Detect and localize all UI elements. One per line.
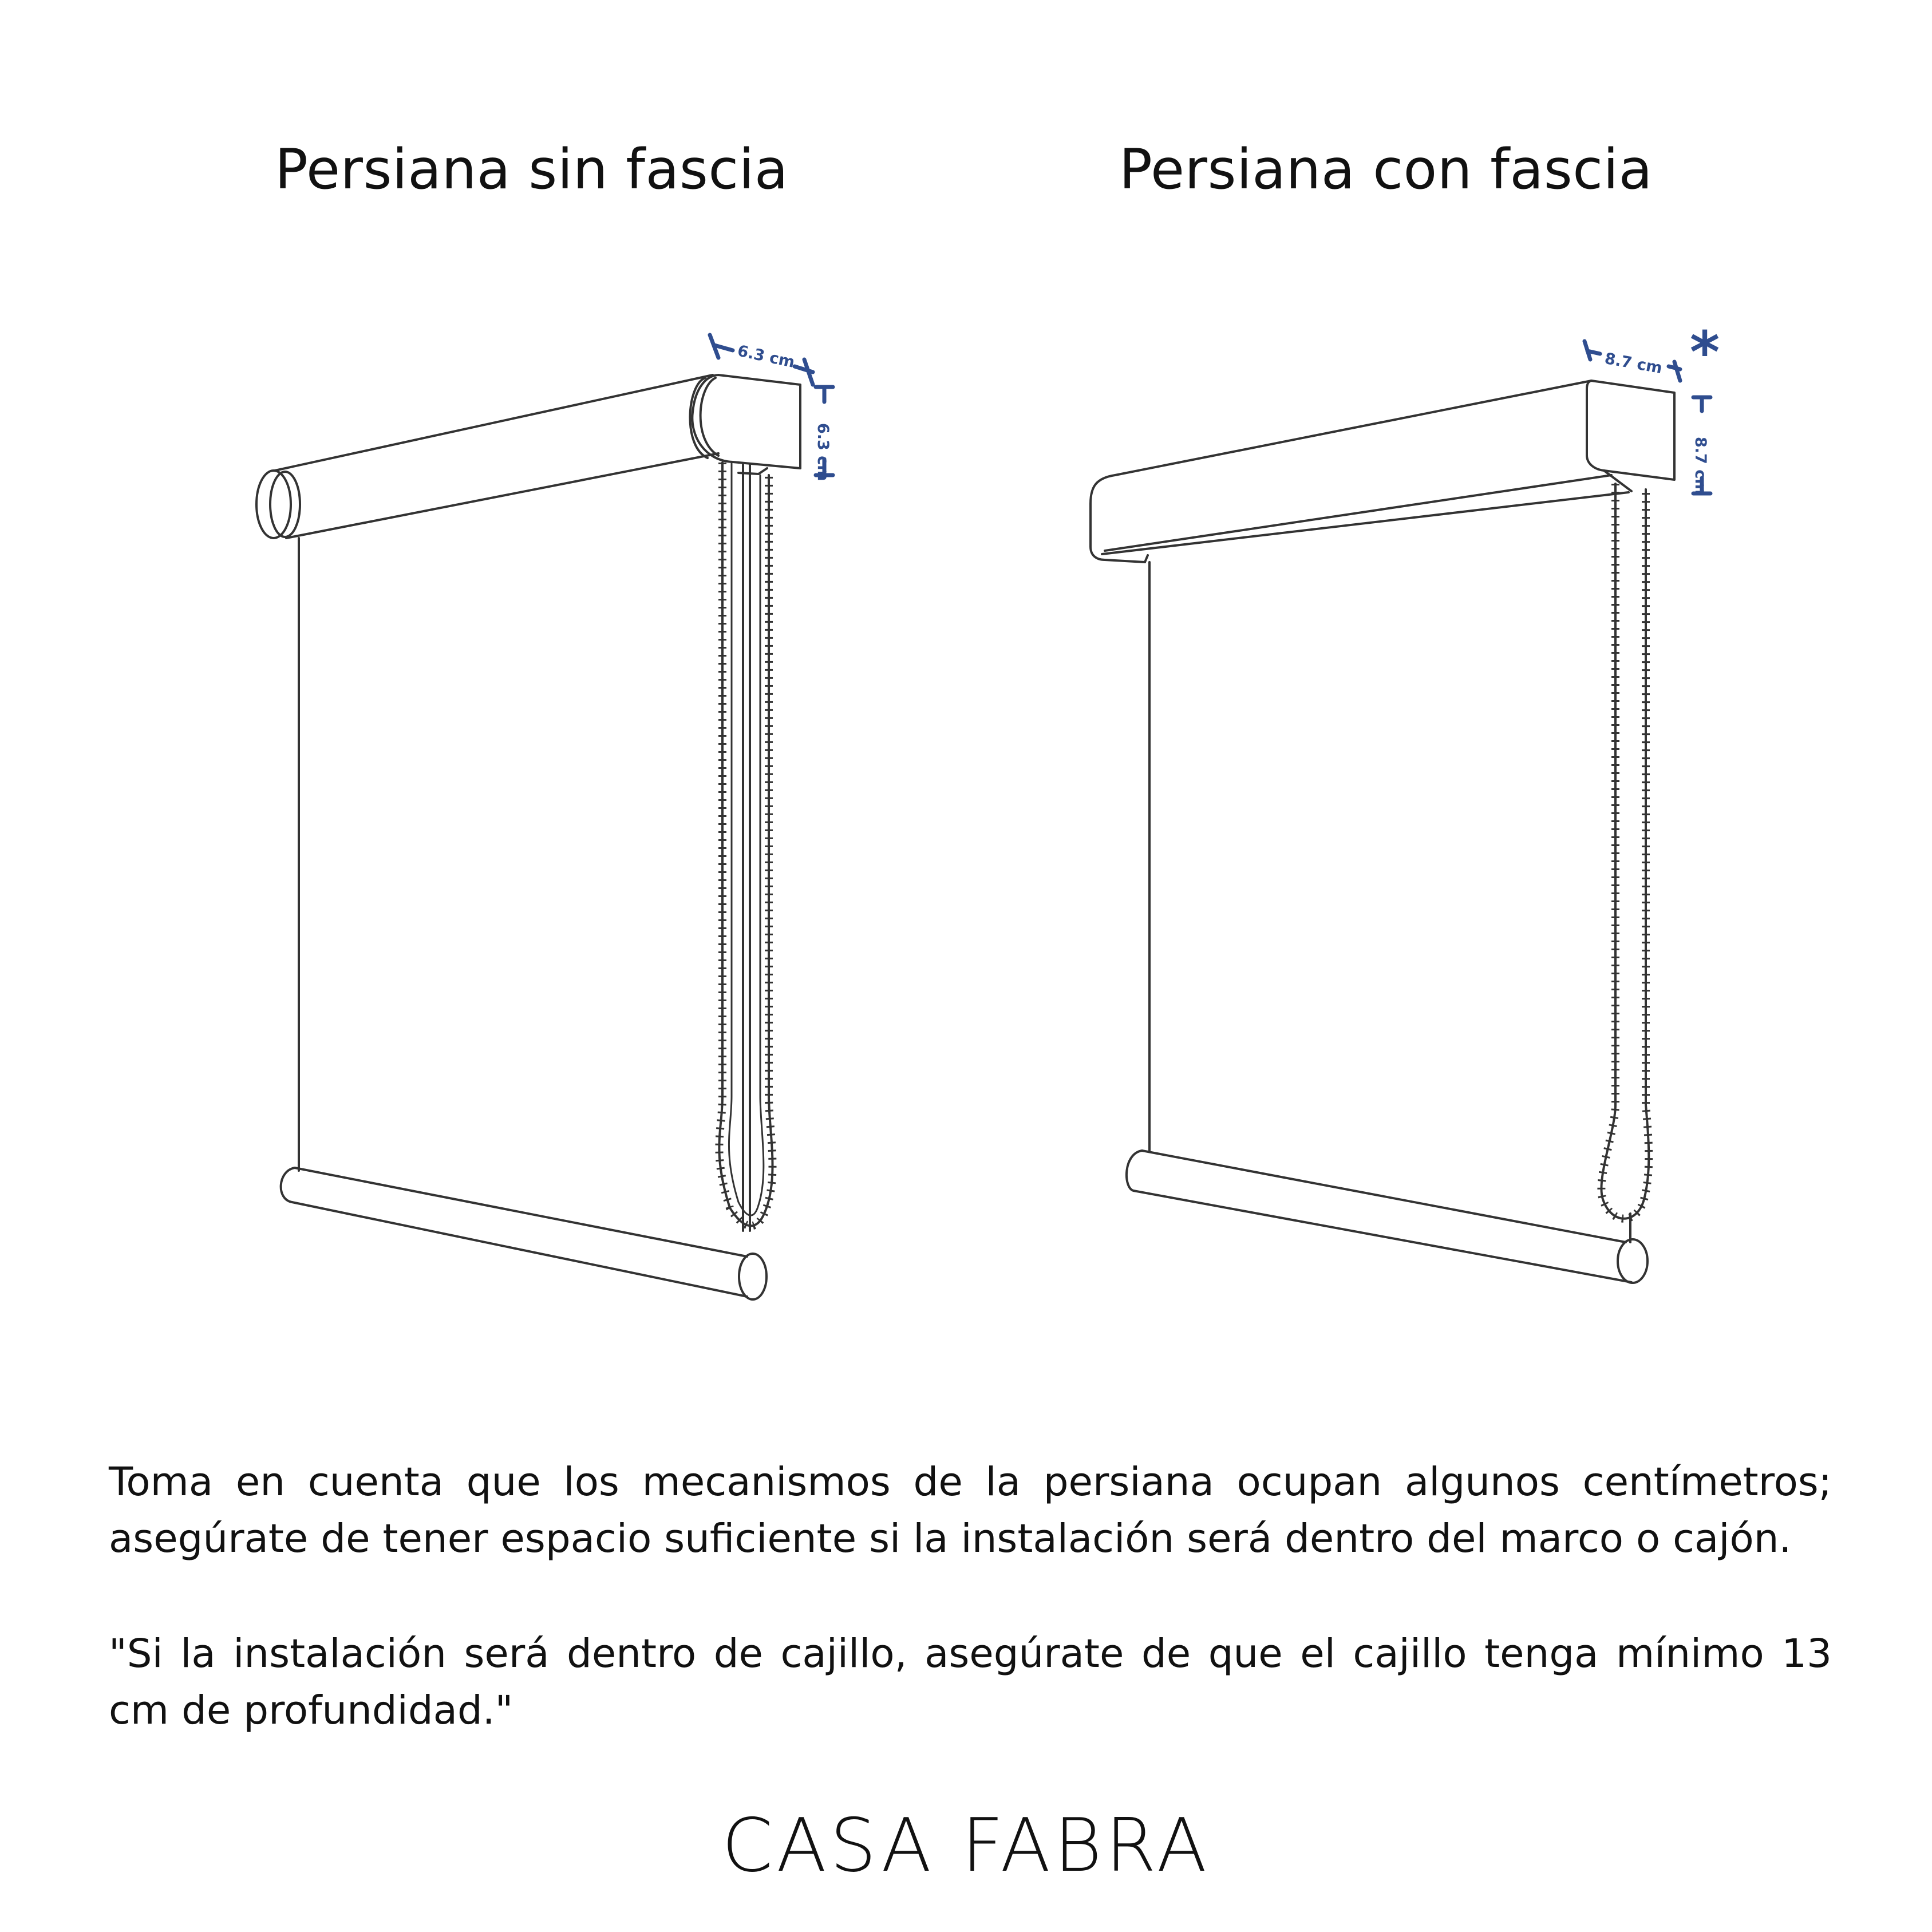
left-chain	[719, 463, 772, 1231]
right-fascia-end	[1587, 381, 1674, 480]
left-mechanism-bracket	[692, 375, 800, 468]
left-bottom-bar	[292, 1168, 747, 1297]
right-height-label: 8.7 cm	[1692, 437, 1709, 495]
brand-logo: CASA FABRA	[721, 1803, 1211, 1888]
blind-without-fascia	[256, 375, 800, 1299]
note-cajillo-depth: "Si la instalación será dentro de cajillo, asegúrate de que el cajillo tenga mínimo 13 cm de profundidad."	[109, 1631, 1832, 1733]
right-width-label: 8.7 cm	[1603, 350, 1664, 378]
note-mechanism-space: Toma en cuenta que los mecanismos de la persiana ocupan algunos centímetros; asegúrate de tener espacio suficiente si la instalación será dentro del marco o cajón.	[109, 1459, 1832, 1562]
left-width-label: 6.3 cm	[736, 342, 796, 372]
left-roller-tube	[275, 375, 718, 538]
title-sin-fascia: Persiana sin fascia	[275, 137, 789, 202]
right-chain	[1601, 484, 1649, 1242]
right-asterisk-mark: *	[1689, 319, 1720, 386]
blind-with-fascia	[1091, 381, 1674, 1283]
right-bottom-bar	[1133, 1151, 1631, 1282]
title-con-fascia: Persiana con fascia	[1119, 137, 1653, 202]
left-height-label: 6.3 cm	[814, 423, 832, 481]
